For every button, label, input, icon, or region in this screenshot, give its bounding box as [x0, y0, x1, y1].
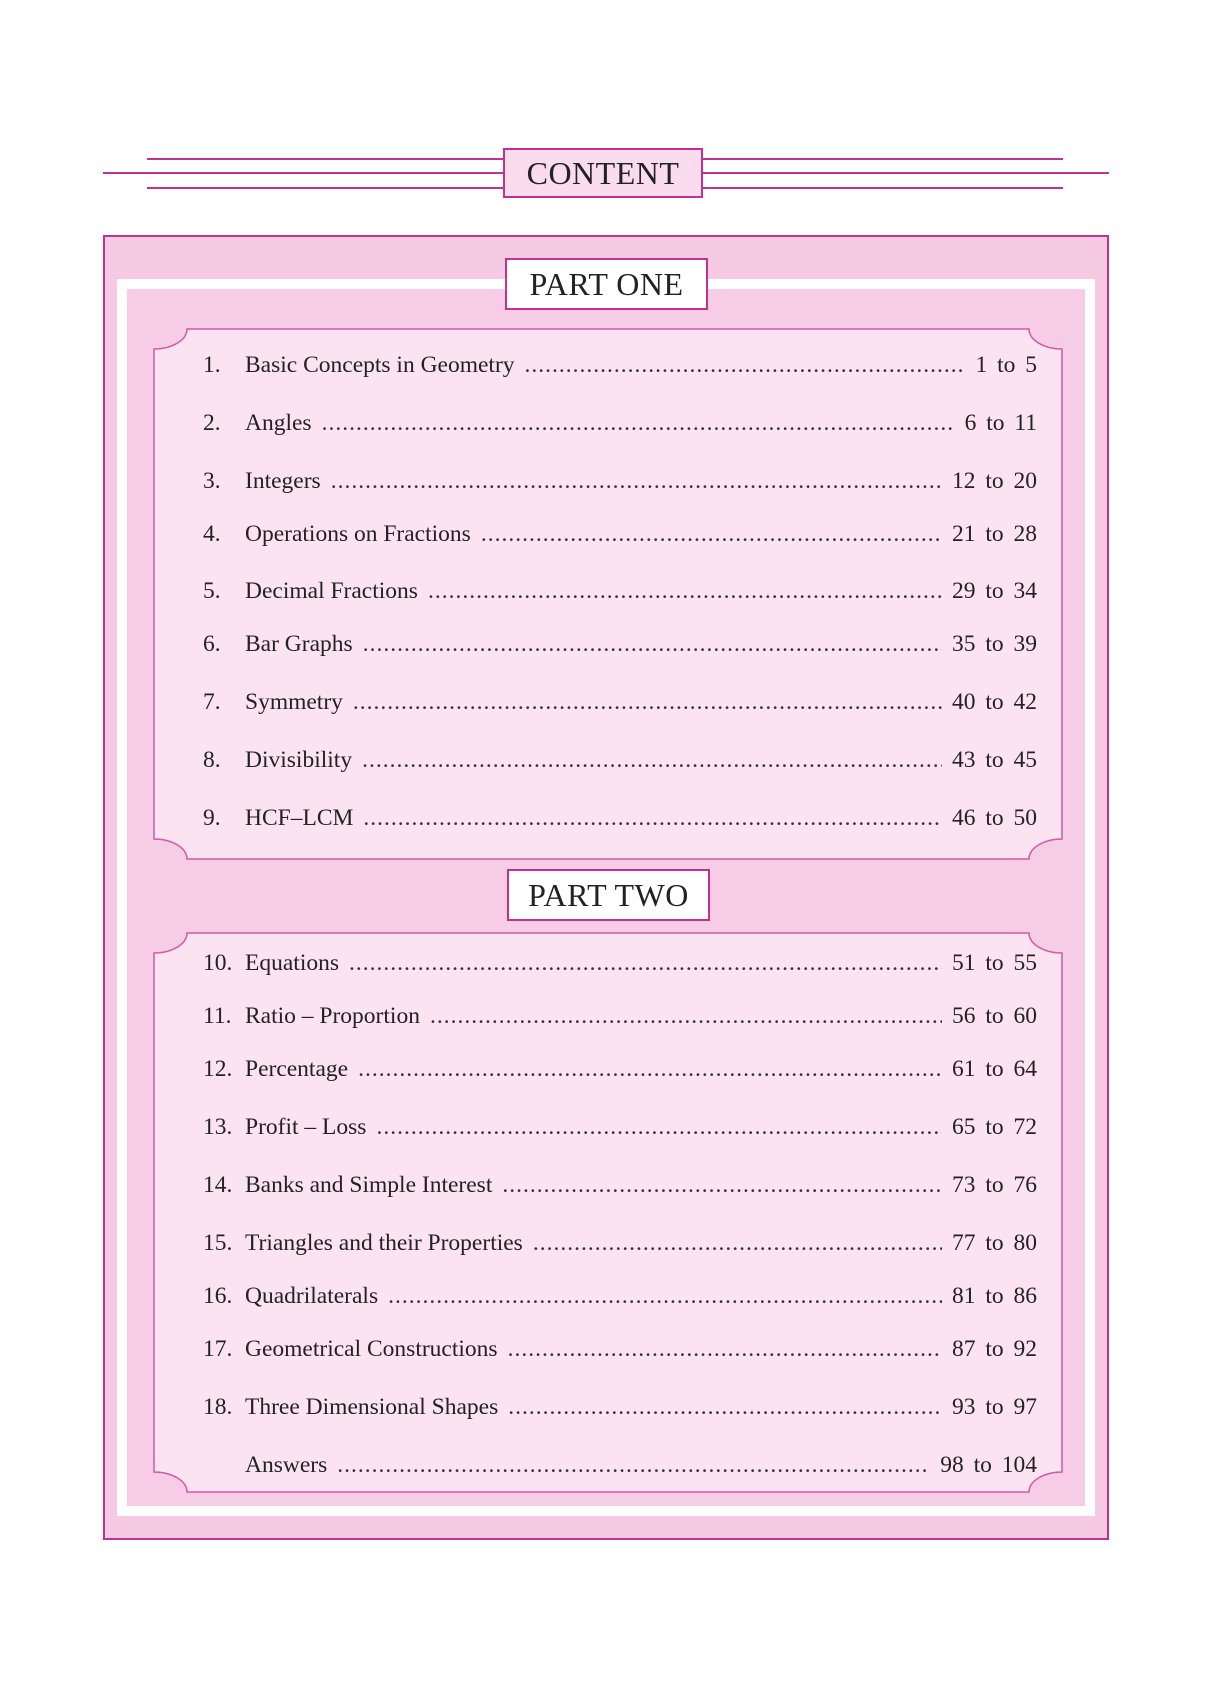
toc-entry[interactable]: [203, 576, 1037, 606]
chapter-title: Quadrilaterals: [245, 1283, 379, 1309]
chapter-title: Geometrical Constructions: [245, 1336, 498, 1362]
header-rule-top: [147, 158, 505, 160]
chapter-title: Answers: [245, 1452, 328, 1478]
chapter-title: Symmetry: [245, 689, 343, 715]
page-range: 56 to 60: [951, 1003, 1037, 1029]
chapter-number: 12.: [203, 1056, 233, 1082]
toc-entry[interactable]: [203, 1170, 1037, 1200]
dot-leader: [362, 745, 942, 775]
header-rule-bottom: [147, 187, 505, 189]
header-rule-top-right: [703, 158, 1063, 160]
header-rule-middle-right: [703, 172, 1109, 174]
dot-leader: [337, 1450, 930, 1480]
part-two-panel: [153, 932, 1063, 1493]
chapter-title: Ratio – Proportion: [245, 1003, 420, 1029]
page-range: 77 to 80: [951, 1230, 1037, 1256]
dot-leader: [363, 629, 942, 659]
page-range: 81 to 86: [951, 1283, 1037, 1309]
dot-leader: [376, 1112, 942, 1142]
page-range: 6 to 11: [964, 410, 1037, 436]
chapter-number: 14.: [203, 1172, 233, 1198]
page-range: 46 to 50: [951, 805, 1037, 831]
toc-entry[interactable]: [203, 1001, 1037, 1031]
dot-leader: [322, 408, 955, 438]
page-range: 73 to 76: [951, 1172, 1037, 1198]
toc-entry[interactable]: [203, 408, 1037, 438]
chapter-number: 2.: [203, 410, 221, 436]
toc-entry[interactable]: [203, 803, 1037, 833]
chapter-number: 18.: [203, 1394, 233, 1420]
chapter-title: Operations on Fractions: [245, 521, 471, 547]
page-range: 40 to 42: [951, 689, 1037, 715]
dot-leader: [428, 576, 942, 606]
chapter-number: 6.: [203, 631, 221, 657]
dot-leader: [430, 1001, 942, 1031]
chapter-number: 4.: [203, 521, 221, 547]
dot-leader: [388, 1281, 942, 1311]
chapter-number: 13.: [203, 1114, 233, 1140]
chapter-number: 16.: [203, 1283, 233, 1309]
toc-entry[interactable]: [203, 1054, 1037, 1084]
toc-entry[interactable]: [203, 745, 1037, 775]
dot-leader: [533, 1228, 942, 1258]
toc-entry[interactable]: [203, 350, 1037, 380]
page-title: CONTENT: [503, 148, 703, 198]
page-range: 61 to 64: [951, 1056, 1037, 1082]
page-range: 51 to 55: [951, 950, 1037, 976]
dot-leader: [508, 1334, 942, 1364]
page-range: 1 to 5: [975, 352, 1037, 378]
toc-entry[interactable]: [203, 687, 1037, 717]
chapter-number: 10.: [203, 950, 233, 976]
page-range: 65 to 72: [951, 1114, 1037, 1140]
page-range: 21 to 28: [951, 521, 1037, 547]
header-rule-bottom-right: [703, 187, 1063, 189]
chapter-number: 8.: [203, 747, 221, 773]
chapter-title: Profit – Loss: [245, 1114, 367, 1140]
chapter-title: Divisibility: [245, 747, 353, 773]
part-one-panel: [153, 328, 1063, 860]
chapter-title: Banks and Simple Interest: [245, 1172, 493, 1198]
chapter-title: Percentage: [245, 1056, 349, 1082]
toc-entry[interactable]: [203, 466, 1037, 496]
chapter-title: Bar Graphs: [245, 631, 353, 657]
chapter-title: HCF–LCM: [245, 805, 354, 831]
chapter-number: 17.: [203, 1336, 233, 1362]
chapter-title: Equations: [245, 950, 339, 976]
dot-leader: [331, 466, 942, 496]
chapter-title: Three Dimensional Shapes: [245, 1394, 499, 1420]
chapter-number: 15.: [203, 1230, 233, 1256]
toc-entry[interactable]: [203, 1112, 1037, 1142]
page-range: 98 to 104: [940, 1452, 1037, 1478]
toc-entry[interactable]: [203, 948, 1037, 978]
part-two-label: PART TWO: [507, 869, 710, 921]
toc-entry[interactable]: [203, 1281, 1037, 1311]
dot-leader: [525, 350, 966, 380]
toc-entry[interactable]: [203, 1334, 1037, 1364]
page-range: 87 to 92: [951, 1336, 1037, 1362]
chapter-title: Basic Concepts in Geometry: [245, 352, 515, 378]
header-rule-middle-left: [103, 172, 503, 174]
toc-entry[interactable]: [203, 519, 1037, 549]
chapter-title: Angles: [245, 410, 312, 436]
page-range: 93 to 97: [951, 1394, 1037, 1420]
toc-entry[interactable]: [203, 1392, 1037, 1422]
page-range: 29 to 34: [951, 578, 1037, 604]
toc-entry[interactable]: [203, 629, 1037, 659]
part-one-label: PART ONE: [505, 258, 708, 310]
chapter-title: Decimal Fractions: [245, 578, 418, 604]
dot-leader: [502, 1170, 942, 1200]
chapter-number: 7.: [203, 689, 221, 715]
chapter-title: Integers: [245, 468, 321, 494]
dot-leader: [481, 519, 942, 549]
chapter-title: Triangles and their Properties: [245, 1230, 523, 1256]
page-range: 35 to 39: [951, 631, 1037, 657]
toc-entry[interactable]: [203, 1450, 1037, 1480]
dot-leader: [363, 803, 942, 833]
page-range: 43 to 45: [951, 747, 1037, 773]
dot-leader: [353, 687, 942, 717]
chapter-number: 9.: [203, 805, 221, 831]
chapter-number: 11.: [203, 1003, 232, 1029]
chapter-number: 5.: [203, 578, 221, 604]
chapter-number: 1.: [203, 352, 221, 378]
toc-entry[interactable]: [203, 1228, 1037, 1258]
dot-leader: [358, 1054, 942, 1084]
chapter-number: 3.: [203, 468, 221, 494]
dot-leader: [508, 1392, 942, 1422]
page-range: 12 to 20: [951, 468, 1037, 494]
dot-leader: [349, 948, 942, 978]
